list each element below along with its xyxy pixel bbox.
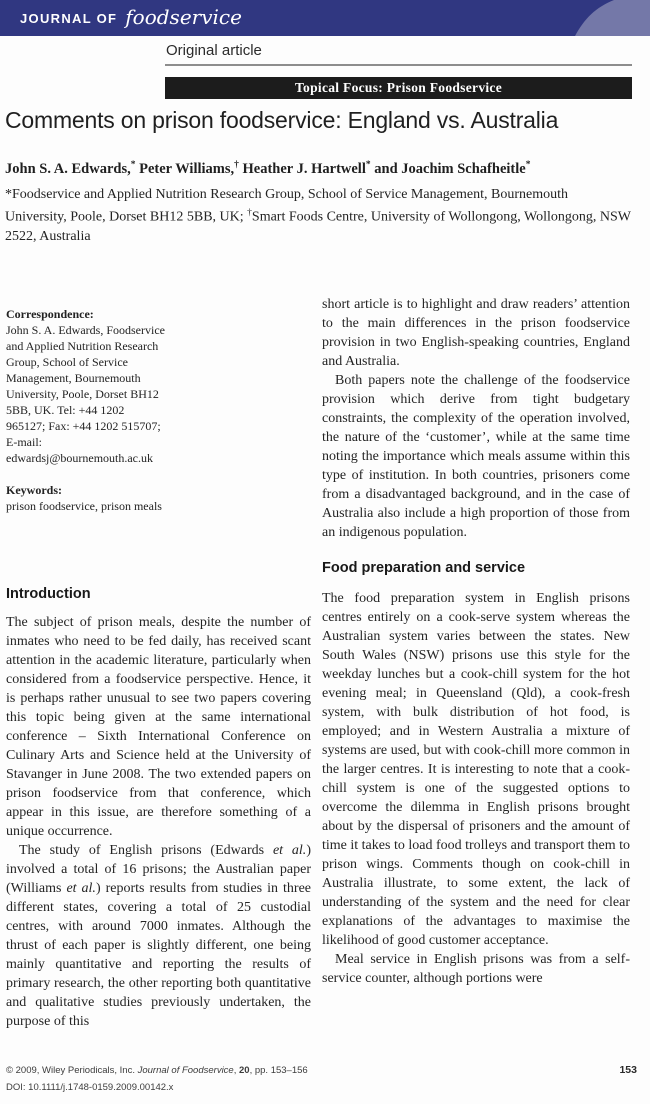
copyright-line [6,1062,308,1079]
et-al-italic: et al. [66,881,96,896]
footer-volume: 20 [239,1065,250,1076]
food-preparation-paragraph-2: Meal service in English prisons was from a self-service counter, although portions were [322,952,630,986]
affiliation-segment: *Foodservice and Applied Nutrition Research Group, School of Service Management, Bournemouth University, Poole, Dorset BH12 5BB, UK; [5,187,568,225]
text-segment: The study of English prisons (Edwards [19,843,273,858]
author-name: Peter Williams, [135,160,235,177]
continuation-paragraph: short article is to highlight and draw readers’ attention to the main differences in the prison foodservice provision in two English-speaking countries, England and Australia. [322,297,630,369]
section-heading-introduction: Introduction [6,586,91,602]
author-affiliation-marker: * [365,160,371,170]
affiliations-text [5,185,632,246]
author-name: John S. A. Edwards, [5,160,131,177]
journal-masthead [0,0,650,36]
author-name: and Joachim Schafheitle [370,160,526,177]
author-list [5,160,635,178]
author-affiliation-marker: * [130,160,136,170]
author-affiliation-marker: † [234,160,239,170]
footer-journal-name: Journal of Foodservice [137,1065,234,1076]
footer-separator: , [233,1065,239,1076]
correspondence-text: John S. A. Edwards, Foodservice and Applied Nutrition Research Group, School of Service Management, Bournemouth University, Poole, Dorset BH12 5BB, UK. Tel: +44 1202 965127; Fax: +44 1202 515707; E-mail: edwardsj@bournemouth.ac.uk [6,323,165,465]
topical-focus-banner: Topical Focus: Prison Foodservice [165,77,632,99]
food-preparation-paragraph-1: The food preparation system in English prisons centres entirely on a cook-serve system whereas the Australian system varies between the states. New South Wales (NSW) prisons use this style for the weekday lunches but a cook-chill system for the hot evening meal; in Queensland (Qld), a cook-fresh system, with bulk distribution of hot food, is employed; and in Western Australia a mixture of systems are used, but with cook-chill more common in the larger centres. It is interesting to note that a cook-chill system is one of the suggested options to overcome the dilemma in English prisons brought about by the dispersal of prisoners and the amount of time it takes to load food trolleys and transport them to prison wings. Comments though on cook-chill in Australia illustrate, to some extent, the lack of understanding of the system and the need for clear explanations of the advantages to maximise the likelihood of good customer acceptance. [322,591,630,948]
keywords-label: Keywords: [6,483,62,497]
journal-logo [20,0,242,36]
author-name: Heather J. Hartwell [238,160,366,177]
journal-logo-name: foodservice [125,5,242,29]
body-column-left [6,585,311,1031]
text-segment: ) reports results from studies in three different states, covering a total of 25 custodial centres, with around 7000 inmates. Although the thrust of each paper is slightly different, one being mainly quantitative and reporting the results of primary research, the other reporting both quantitative and qualitative studies previously undertaken, the purpose of this [6,881,311,1029]
header-divider-rule [165,64,632,66]
affiliation-segment: Smart Foods Centre, University of Wollongong, Wollongong, NSW 2522, Australia [5,209,631,244]
author-affiliation-marker: * [525,160,531,170]
footer-doi: DOI: 10.1111/j.1748-0159.2009.00142.x [6,1082,174,1093]
page-number: 153 [619,1064,637,1076]
introduction-paragraph-2 [6,841,311,1031]
body-column-right [322,295,630,988]
introduction-paragraph-1: The subject of prison meals, despite the number of inmates who need to be fed daily, has received scant attention in the academic literature, particularly when considered from a foodservice perspective. Hence, it is perhaps rather unusual to see two papers covering this topic being given at the same international conference – Sixth International Conference on Culinary Arts and Science held at the University of Stavanger in June 2008. The two extended papers on prison foodservice from that conference, which appear in this issue, are therefore something of a unique occurrence. [6,615,311,839]
et-al-italic: et al. [272,843,307,858]
correspondence-block [6,306,166,514]
correspondence-label: Correspondence: [6,307,94,321]
affiliation-dagger-marker: † [247,208,252,218]
article-title: Comments on prison foodservice: England vs. Australia [5,107,559,133]
footer-citation [6,1062,308,1096]
text-segment: ) involved a total of 16 prisons; the Australian paper (Williams [6,843,311,896]
both-papers-paragraph: Both papers note the challenge of the foodservice provision which derive from tight budgetary constraints, the complexity of the operation involved, the nature of the ‘customer’, while at the same time noting the importance which meals assume within this type of institution. In both countries, prisoners come from a disadvantaged background, and in the case of Australia also include a high proportion of those from an indigenous population. [322,373,630,540]
footer-pages: , pp. 153–156 [249,1065,308,1076]
section-heading-food-preparation: Food preparation and service [322,560,526,576]
keywords-text: prison foodservice, prison meals [6,499,162,513]
copyright-text: © 2009, Wiley Periodicals, Inc. [6,1065,138,1076]
journal-logo-prefix: JOURNAL OF [20,10,118,26]
article-type-label: Original article [166,42,262,59]
